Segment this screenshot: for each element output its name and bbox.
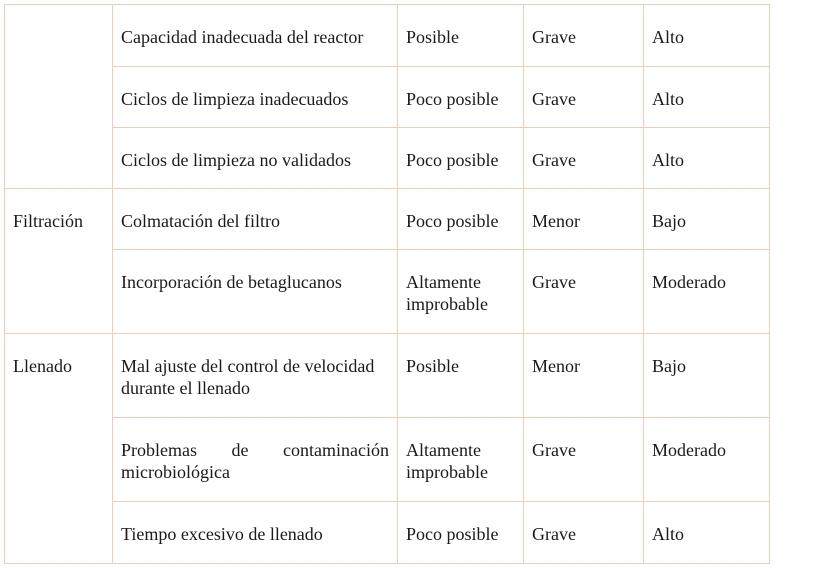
hazard-cell: Capacidad inadecuada del reactor (113, 5, 398, 67)
hazard-cell: Tiempo excesivo de llenado (113, 502, 398, 564)
table-row (5, 5, 770, 67)
likelihood-cell: Poco posible (398, 67, 524, 128)
likelihood-cell: Posible (398, 334, 524, 418)
stage-cell (5, 5, 113, 189)
severity-cell: Grave (524, 502, 644, 564)
table-row (5, 67, 770, 128)
risk-cell: Bajo (644, 189, 770, 250)
severity-cell: Grave (524, 128, 644, 189)
hazard-cell: Colmatación del filtro (113, 189, 398, 250)
risk-cell: Alto (644, 502, 770, 564)
severity-cell: Grave (524, 5, 644, 67)
risk-cell: Alto (644, 67, 770, 128)
risk-cell: Alto (644, 5, 770, 67)
risk-cell: Bajo (644, 334, 770, 418)
likelihood-cell: Posible (398, 5, 524, 67)
severity-cell: Grave (524, 67, 644, 128)
hazard-cell: Ciclos de limpieza no validados (113, 128, 398, 189)
table-row (5, 418, 770, 502)
likelihood-cell: Poco posible (398, 502, 524, 564)
hazard-cell: Mal ajuste del control de velocidad durante el llenado (113, 334, 398, 418)
severity-cell: Menor (524, 334, 644, 418)
table-row (5, 189, 770, 250)
likelihood-cell: Altamente improbable (398, 418, 524, 502)
severity-cell: Grave (524, 418, 644, 502)
stage-cell: Llenado (5, 334, 113, 564)
risk-cell: Alto (644, 128, 770, 189)
table-row (5, 334, 770, 418)
table-row (5, 128, 770, 189)
likelihood-cell: Altamente improbable (398, 250, 524, 334)
severity-cell: Menor (524, 189, 644, 250)
hazard-cell: Ciclos de limpieza inadecuados (113, 67, 398, 128)
table-row (5, 502, 770, 564)
severity-cell: Grave (524, 250, 644, 334)
hazard-cell: Problemas de contaminación microbiológica (113, 418, 398, 502)
risk-cell: Moderado (644, 250, 770, 334)
stage-cell: Filtración (5, 189, 113, 334)
risk-cell: Moderado (644, 418, 770, 502)
risk-table (4, 4, 770, 564)
table-row (5, 250, 770, 334)
hazard-cell: Incorporación de betaglucanos (113, 250, 398, 334)
likelihood-cell: Poco posible (398, 189, 524, 250)
likelihood-cell: Poco posible (398, 128, 524, 189)
